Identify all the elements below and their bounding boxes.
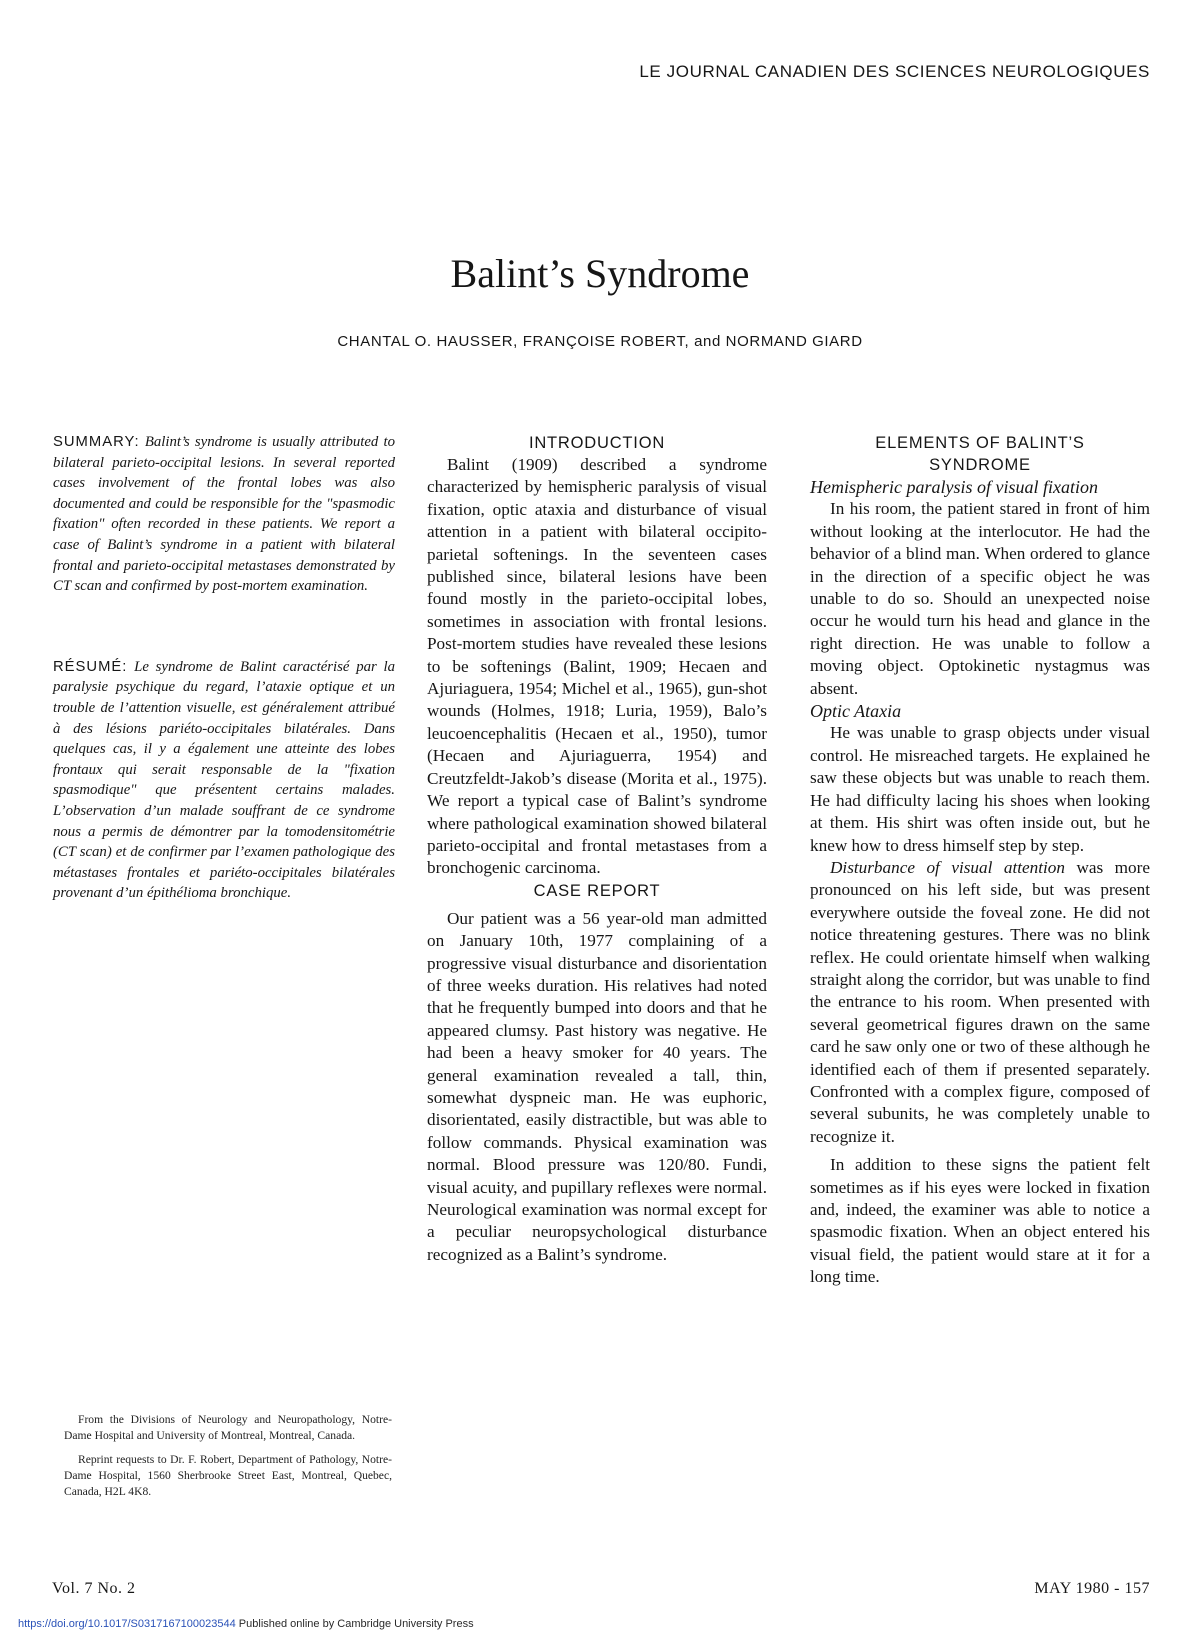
visual-attention-lead: Disturbance of visual attention (830, 857, 1065, 877)
case-report-paragraph: Our patient was a 56 year-old man admitted on January 10th, 1977 complaining of a progressive visual disturbance and disorientation of three weeks duration. His relatives had noted that he frequently bumped into doors and that he appeared clumsy. Past history was negative. He had been a heavy smoker for 40 years. The general examination revealed a tall, thin, somewhat dyspneic man. He was euphoric, disorientated, easily distractible, but was able to follow commands. Physical examination was normal. Blood pressure was 120/80. Fundi, visual acuity, and pupillary reflexes were normal. Neurological examination was normal except for a peculiar neuropsychological disturbance recognized as a Balint’s syndrome. (427, 908, 767, 1264)
visual-attention-text: was more pronounced on his left side, but was present everywhere outside the foveal zone. He did not notice threatening gestures. There was no blink reflex. He could orientate himself when walking straight along the corridor, but was unable to find the entrance to his room. When presented with several geometrical figures drawn on the same card he saw only one or two of these although he identified each of them if presented separately. Confronted with a complex figure, composed of several subunits, he was completely unable to recognize it. (810, 857, 1150, 1146)
middle-column (427, 432, 767, 1266)
spasmodic-fixation-paragraph: In addition to these signs the patient felt sometimes as if his eyes were locked in fixation and, indeed, the examiner was able to notice a spasmodic fixation. When an object entered his visual field, the patient would stare at it for a long time. (810, 1155, 1150, 1287)
author-list: CHANTAL O. HAUSSER, FRANÇOISE ROBERT, and NORMAND GIARD (337, 333, 863, 350)
summary-text: Balint’s syndrome is usually attributed to bilateral parieto-occipital lesions. In several reported cases involvement of the frontal lobes was also documented and could be responsible for the "spasmodic fixation" often recorded in these patients. We report a case of Balint’s syndrome in a patient with bilateral frontal and parieto-occipital metastases demonstrated by CT scan and confirmed by post-mortem examination. (53, 434, 395, 595)
reprint-footnote: Reprint requests to Dr. F. Robert, Department of Pathology, Notre-Dame Hospital, 1560 Sherbrooke Street East, Montreal, Quebec, Canada, H2L 4K8. (64, 1453, 392, 1498)
introduction-heading: INTRODUCTION (528, 434, 666, 452)
summary-label: SUMMARY: (53, 434, 140, 450)
doi-link[interactable]: https://doi.org/10.1017/S0317167100023544 (18, 1618, 236, 1630)
doi-line (18, 1618, 474, 1630)
subheading-optic-ataxia: Optic Ataxia (810, 701, 902, 722)
hemispheric-paralysis-paragraph: In his room, the patient stared in front of him without looking at the interlocutor. He had the behavior of a blind man. When ordered to glance in the direction of a specific object he was unable to do so. Should an unexpected noise occur he would turn his head and glance in the right direction. He was unable to follow a moving object. Optokinetic nystagmus was absent. (810, 499, 1150, 698)
introduction-paragraph: Balint (1909) described a syndrome characterized by hemispheric paralysis of visual fixation, optic ataxia and disturbance of visual attention in a patient with bilateral occipito-parietal softenings. In the seventeen cases published since, bilateral lesions have been found mostly in the parieto-occipital lobes, sometimes in association with frontal lesions. Post-mortem studies have revealed these lesions to be softenings (Balint, 1909; Hecaen and Ajuriaguera, 1954; Michel et al., 1965), gun-shot wounds (Holmes, 1918; Luria, 1959), Balo’s leucoencephalitis (Hecaen et al., 1950), tumor (Hecaen and Ajuriaguerra, 1954) and Creutzfeldt-Jakob’s disease (Morita et al., 1975). We report a typical case of Balint’s syndrome where pathological examination showed bilateral parieto-occipital and frontal metastases from a bronchogenic carcinoma. (427, 455, 767, 878)
resume-label: RÉSUMÉ: (53, 658, 128, 675)
page-number: MAY 1980 - 157 (1034, 1580, 1150, 1597)
affiliation-footnote: From the Divisions of Neurology and Neuropathology, Notre-Dame Hospital and University of Montreal, Montreal, Canada. (64, 1413, 392, 1442)
optic-ataxia-paragraph: He was unable to grasp objects under visual control. He misreached targets. He explained he saw these objects but was unable to reach them. He had difficulty lacing his shoes when looking at them. His shirt was often inside out, but he knew how to dress himself step by step. (810, 723, 1150, 855)
footnotes (64, 1412, 392, 1500)
subheading-hemispheric-paralysis: Hemispheric paralysis of visual fixation (810, 477, 1098, 497)
elements-heading-line2: SYNDROME (929, 456, 1031, 474)
case-report-heading: CASE REPORT (533, 881, 661, 900)
volume-number: Vol. 7 No. 2 (52, 1580, 136, 1597)
resume-paragraph (53, 657, 395, 904)
right-column (810, 432, 1150, 1289)
article-title: Balint’s Syndrome (450, 251, 750, 296)
abstract-column (53, 432, 395, 904)
elements-heading (810, 432, 1150, 476)
published-online-note: Published online by Cambridge University Press (235, 1618, 474, 1630)
elements-heading-line1: ELEMENTS OF BALINT’S (875, 434, 1085, 452)
summary-paragraph (53, 432, 395, 597)
visual-attention-paragraph (810, 857, 1150, 1148)
resume-text: Le syndrome de Balint caractérisé par la paralysie psychique du regard, l’ataxie optique et un trouble de l’attention visuelle, est généralement attribué à des lésions pariéto-occipitales bilatérales. Dans quelques cas, il y a également une atteinte des lobes frontaux qui serait responsable de la "fixation spasmodique" que présentent certains malades. L’observation d’un malade souffrant de ce syndrome nous a permis de démontrer par la tomodensitométrie (CT scan) et de confirmer par l’examen pathologique des métastases frontales et pariéto-occipitales bilatérales provenant d’un épithélioma bronchique. (53, 658, 395, 902)
journal-running-header: LE JOURNAL CANADIEN DES SCIENCES NEUROLOGIQUES (639, 62, 1150, 81)
